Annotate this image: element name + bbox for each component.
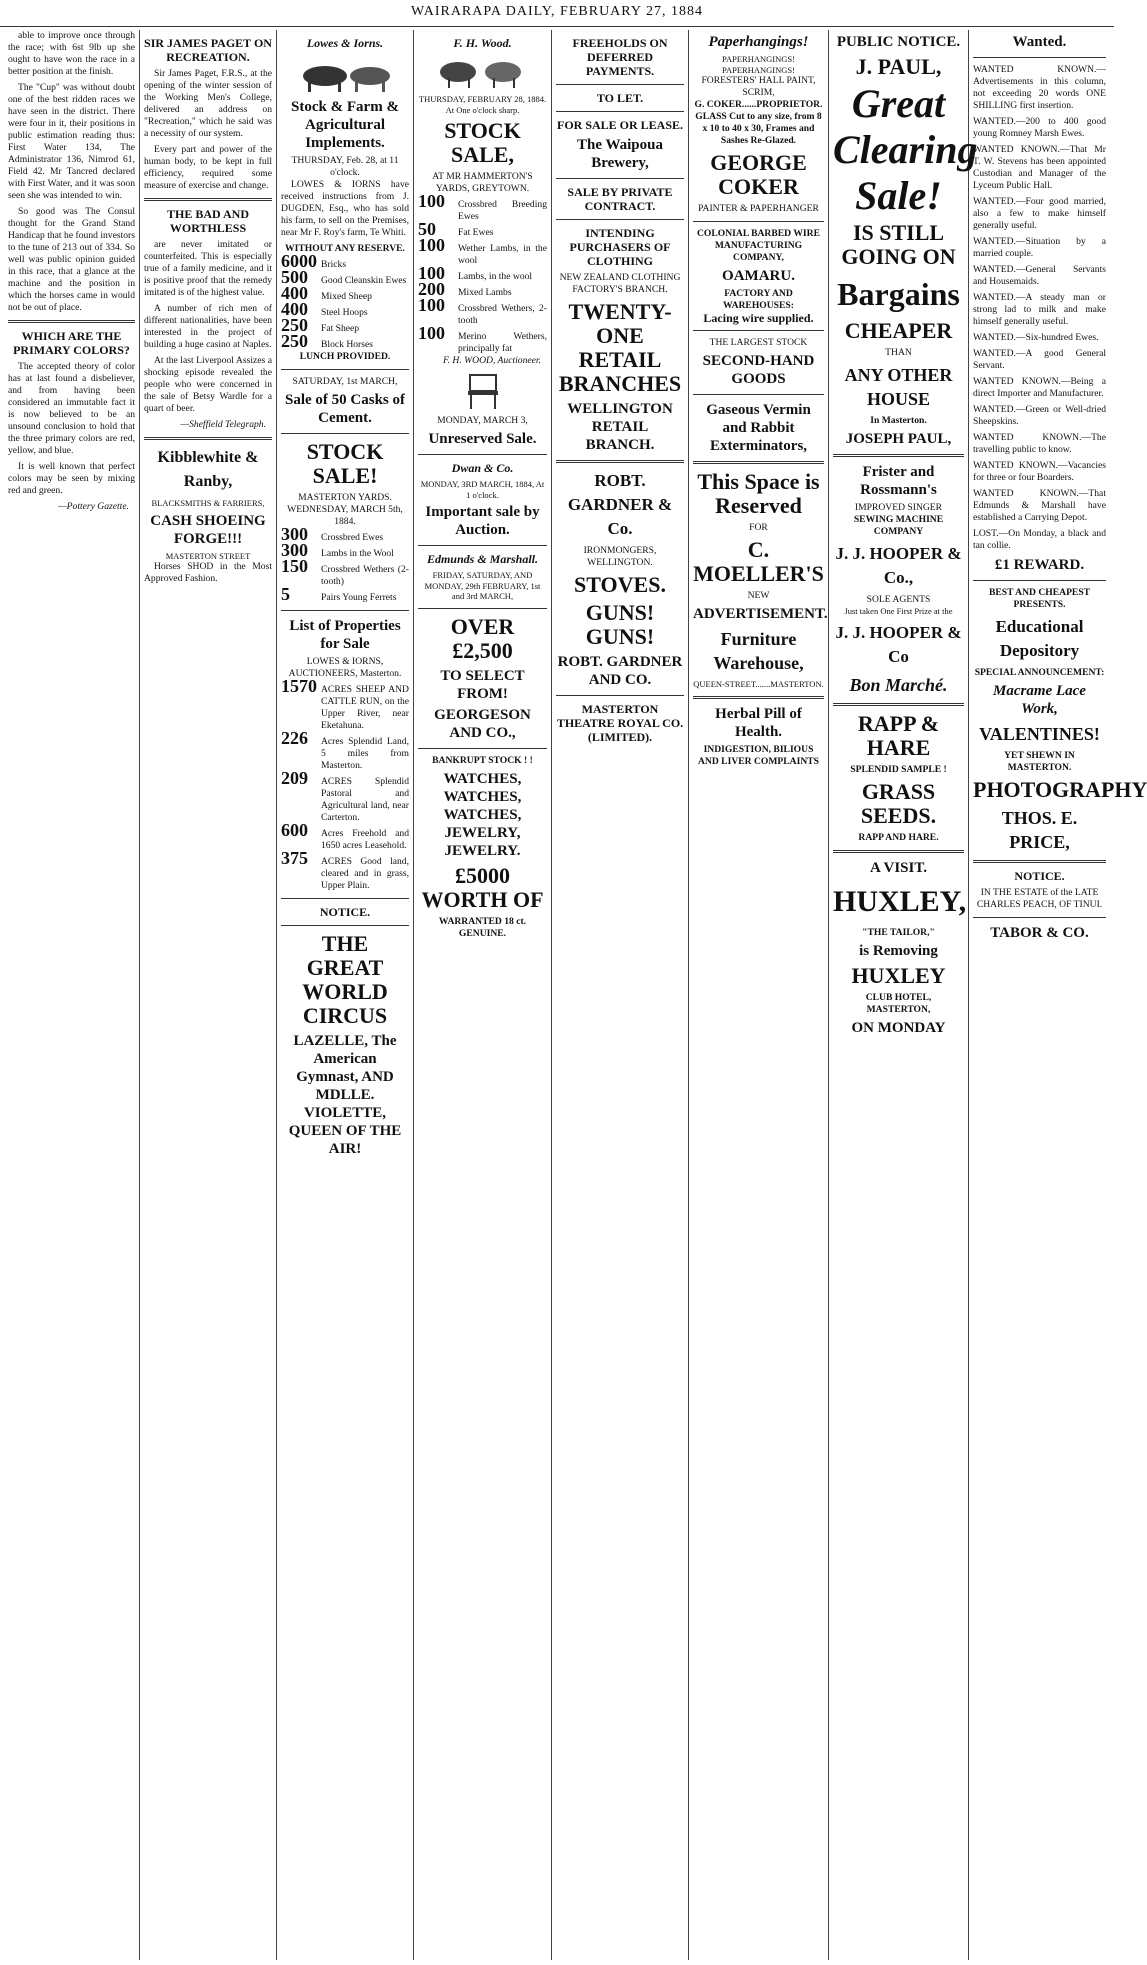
article-paragraph: So good was The Consul thought for the Grand Stand Handicap that he found investors to the tune of 213 out of 334. So well was public opinion guided in this race, that a glance at the machine and the position in which the horses came in would not be out of place.	[8, 206, 135, 313]
kibblewhite-ad	[144, 446, 272, 585]
lot-item: 100 Crossbred Breeding Ewes	[418, 191, 547, 222]
reward-heading: £1 REWARD.	[994, 557, 1085, 573]
ad-title: RAPP & HARE	[857, 710, 940, 760]
sale-date: MONDAY, 3RD MARCH, 1884, At 1 o'clock.	[420, 479, 545, 500]
ad-title: Educational Depository	[995, 617, 1084, 660]
ad-sub: WARRANTED 18 ct. GENUINE.	[438, 915, 527, 939]
divider	[418, 608, 547, 609]
classified-item: WANTED KNOWN.—Being a direct Importer and Manufacturer.	[973, 376, 1106, 399]
lot-list	[281, 251, 409, 351]
divider	[281, 369, 409, 370]
classified-item: WANTED KNOWN.—The travelling public to know.	[973, 432, 1106, 455]
sale-title: Sale of 50 Casks of Cement.	[284, 392, 405, 426]
ad-body: GLASS Cut to any size, from 8 x 10 to 40 x 30, Frames and Sashes Re-Glazed.	[695, 111, 822, 146]
lot-item: 200 Mixed Lambs	[418, 279, 512, 299]
ad-sub: In Masterton.	[870, 415, 927, 426]
divider	[833, 703, 964, 706]
ad-sub: SOLE AGENTS	[866, 594, 931, 605]
sale-date: MONDAY, MARCH 3,	[437, 415, 528, 426]
sale-title: STOCK SALE!	[306, 439, 384, 488]
ad-sub: ADVERTISEMENT.	[693, 606, 828, 622]
ad-title: Frister and Rossmann's	[860, 464, 937, 498]
auctioneer-heading: Edmunds & Marshall.	[426, 552, 539, 566]
ad-sub: Lacing wire supplied.	[703, 311, 814, 325]
ad-sub: INDIGESTION, BILIOUS AND LIVER COMPLAINTS	[698, 743, 819, 767]
ad-sub: PAPERHANGINGS! PAPERHANGINGS!	[722, 54, 795, 75]
sale-date: SATURDAY, 1st MARCH,	[292, 376, 398, 387]
ad-sub: SPECIAL ANNOUNCEMENT:	[974, 667, 1105, 678]
ad-title: FREEHOLDS ON DEFERRED PAYMENTS.	[572, 36, 668, 78]
lot-item: 100 Crossbred Wethers, 2-tooth	[418, 295, 547, 326]
ad-title: ROBT. GARDNER & Co.	[567, 471, 673, 538]
ad-sub: IS STILL GOING ON	[841, 220, 956, 269]
ad-title: Kibblewhite & Ranby,	[157, 449, 259, 490]
property-item: 226 Acres Splendid Land, 5 miles from Masterton.	[281, 728, 409, 771]
classified-item: WANTED.—Green or Well-dried Sheepskins.	[973, 404, 1106, 427]
ad-sub: IMPROVED SINGER	[854, 502, 943, 513]
lot-item: 400 Mixed Sheep	[281, 283, 372, 303]
divider	[693, 330, 824, 331]
sale-sub: AT MR HAMMERTON'S YARDS, GREYTOWN.	[432, 171, 533, 194]
property-item: 209 ACRES Splendid Pastoral and Agricultural land, near Carterton.	[281, 768, 409, 823]
ad-sub: WELLINGTON RETAIL BRANCH.	[567, 401, 673, 453]
ad-firm: G. COKER......PROPRIETOR.	[694, 99, 823, 110]
ad-firm: RAPP AND HARE.	[858, 831, 939, 843]
classified-item: WANTED.—Situation by a married couple.	[973, 236, 1106, 259]
lot-item: 5 Pairs Young Ferrets	[281, 584, 397, 604]
ad-title: ANY OTHER HOUSE	[844, 365, 953, 409]
classified-item: WANTED.—Four good married, also a few to make himself generally useful.	[973, 196, 1106, 231]
ad-firm: J. J. HOOPER & Co	[835, 622, 962, 666]
ad-title: TO LET.	[596, 91, 644, 105]
divider	[281, 925, 409, 926]
ad-sub: SPLENDID SAMPLE !	[850, 763, 947, 775]
classified-item: WANTED KNOWN.—That Edmunds & Marshall have established a Carrying Depot.	[973, 488, 1106, 523]
divider	[973, 860, 1106, 863]
ad-title: HUXLEY,	[833, 884, 967, 918]
ad-title: A VISIT.	[870, 859, 927, 876]
article-heading: THE BAD AND WORTHLESS	[166, 207, 249, 235]
ad-sub: NEW	[747, 590, 770, 601]
ad-sub: IN THE ESTATE of the LATE CHARLES PEACH, OF TINUI.	[976, 887, 1103, 910]
ad-name: CASH SHOEING FORGE!!!	[150, 512, 266, 547]
ad-sub: is Removing	[859, 942, 938, 959]
ad-sub: THAN	[885, 347, 912, 358]
ad-title: WATCHES, WATCHES, WATCHES, JEWELRY, JEWELRY.	[443, 770, 522, 859]
classified-item: WANTED.—A steady man or strong lad to milk and make himself generally useful.	[973, 292, 1106, 327]
sale-date: THURSDAY, Feb. 28, at 11 o'clock.	[291, 155, 399, 178]
properties-title: List of Properties for Sale	[289, 618, 401, 652]
lot-item: 500 Good Cleanskin Ewes	[281, 267, 407, 287]
ad-sub: IRONMONGERS, WELLINGTON.	[583, 545, 657, 568]
classified-item: WANTED KNOWN.—Advertisements in this column, not exceeding 20 words ONE SHILLING first insertion.	[973, 64, 1106, 111]
divider	[693, 696, 824, 699]
property-item: 1570 ACRES SHEEP AND CATTLE RUN, on the Upper River, near Eketahuna.	[281, 676, 409, 731]
ad-sub: CLUB HOTEL, MASTERTON,	[865, 991, 932, 1015]
article-paragraph: At the last Liverpool Assizes a shocking episode revealed the people who were concerned in the sale of Betsy Wardle for a quart of beer.	[144, 355, 272, 414]
lot-item: 300 Crossbred Ewes	[281, 524, 384, 544]
ad-title: Herbal Pill of Health.	[715, 705, 802, 740]
ad-title: PUBLIC NOTICE.	[836, 34, 961, 50]
ad-sub: "THE TAILOR,"	[862, 926, 935, 938]
classified-item: WANTED.—200 to 400 good young Romney Marsh Ewes.	[973, 116, 1106, 139]
article-paragraph: The "Cup" was without doubt one of the best ridden races we have seen in the district. There were four in it, their positions in public estimation reading thus: First Water 134, The Administrator 136, Nimrod 61, Field 42. Mr Tancred declared with First Water, and it was soon seen she was intended to win.	[8, 82, 135, 201]
ad-title: PHOTOGRAPHY	[973, 777, 1147, 802]
ad-sub: ON MONDAY	[851, 1019, 946, 1036]
chair-engraving	[458, 371, 508, 411]
divider	[973, 57, 1106, 58]
ad-title: Great	[851, 81, 946, 126]
ad-title: OVER £2,500	[450, 613, 515, 663]
ad-title: VALENTINES!	[979, 724, 1100, 744]
ad-title: GRASS SEEDS.	[860, 778, 937, 828]
cattle-engraving	[290, 54, 400, 94]
ad-firm: GEORGESON AND CO.,	[434, 706, 531, 741]
ad-sub: QUEEN-STREET.......MASTERTON.	[693, 679, 824, 689]
ad-title: Sale!	[855, 173, 942, 218]
divider	[973, 580, 1106, 581]
ad-firm: THOS. E. PRICE,	[1001, 808, 1078, 852]
divider	[144, 198, 272, 201]
property-item: 375 ACRES Good land, cleared and in grass, Upper Plain.	[281, 848, 409, 891]
divider	[693, 394, 824, 395]
divider	[8, 320, 135, 323]
sheep-engraving	[428, 54, 538, 90]
sale-sub: MASTERTON YARDS. WEDNESDAY, MARCH 5th, 1884.	[287, 492, 403, 527]
divider	[556, 460, 684, 463]
article-paragraph: The accepted theory of color has at last found a disbeliever, and from having been considered an immutable fact it is now believed to be an unsound conclusion to hold that the three primary colors are red, yellow, and blue.	[8, 361, 135, 456]
ad-firm: ROBT. GARDNER AND CO.	[557, 654, 683, 688]
divider	[833, 850, 964, 853]
ad-title: C. MOELLER'S	[693, 537, 824, 586]
sale-title: Important sale by Auction.	[425, 504, 540, 538]
classified-item: WANTED.—A good General Servant.	[973, 348, 1106, 371]
ad-title: BEST AND CHEAPEST PRESENTS.	[988, 587, 1091, 610]
ad-sub: FOR	[749, 522, 768, 533]
lot-item: 250 Fat Sheep	[281, 315, 360, 335]
ad-sub: PAINTER & PAPERHANGER	[698, 203, 819, 214]
divider	[556, 84, 684, 85]
article-paragraph: It is well known that perfect colors may be seen by mixing red and green.	[8, 461, 135, 496]
ad-title: J. PAUL,	[855, 54, 942, 79]
classified-item: WANTED.—General Servants and Housemaids.	[973, 264, 1106, 287]
ad-title: INTENDING PURCHASERS OF CLOTHING	[569, 226, 671, 268]
article-source: —Sheffield Telegraph.	[180, 419, 266, 430]
ad-firm: JOSEPH PAUL,	[845, 431, 952, 447]
sale-title: Unreserved Sale.	[428, 431, 537, 447]
properties-sub: LOWES & IORNS, AUCTIONEERS, Masterton.	[288, 656, 402, 679]
sale-sub: WITHOUT ANY RESERVE.	[285, 243, 405, 254]
column-3	[277, 30, 414, 1960]
divider	[833, 454, 964, 457]
lot-item: 400 Steel Hoops	[281, 299, 368, 319]
ad-title: STOVES.	[574, 572, 666, 597]
ad-title: SECOND-HAND GOODS	[702, 353, 815, 387]
ad-title: Paperhangings!	[708, 34, 809, 50]
article-paragraph: are never imitated or counterfeited. This is especially true of a family medicine, and it is positive proof that the remedy imitated is of the highest value.	[144, 239, 272, 298]
property-list	[281, 676, 409, 892]
article-paragraph: A number of rich men of different nationalities, have been interested in the project of building a huge casino at Naples.	[144, 303, 272, 350]
divider	[556, 219, 684, 220]
ad-sub: BLACKSMITHS & FARRIERS,	[151, 498, 265, 508]
ad-title: FOR SALE OR LEASE.	[556, 118, 684, 132]
ad-title: CHEAPER	[844, 318, 953, 343]
ad-title: Clearing	[833, 127, 978, 172]
divider	[973, 917, 1106, 918]
article-paragraph: Sir James Paget, F.R.S., at the opening of the winter session of the Working Men's College, delivered an address on "Recreation," which he said was a necessity of our system.	[144, 68, 272, 139]
ad-body: Horses SHOD in the Most Approved Fashion.	[144, 561, 272, 584]
ad-title: This Space is Reserved	[697, 469, 820, 518]
sale-title: Stock & Farm & Agricultural Implements.	[291, 99, 399, 151]
divider	[556, 178, 684, 179]
auctioneer-heading: F. H. Wood.	[453, 36, 512, 50]
divider	[281, 433, 409, 434]
classified-item: WANTED KNOWN.—That Mr T. W. Stevens has been appointed Custodian and Manager of the Lyceum Public Hall.	[973, 144, 1106, 191]
auctioneer-signature: F. H. WOOD, Auctioneer.	[443, 355, 541, 366]
article-source: —Pottery Gazette.	[58, 501, 129, 512]
lot-item: 50 Fat Ewes	[418, 219, 494, 239]
column-5	[552, 30, 689, 1960]
auctioneer-heading: Dwan & Co.	[451, 461, 514, 475]
column-7	[829, 30, 978, 1960]
ad-sub: NEW ZEALAND CLOTHING FACTORY'S BRANCH.	[559, 272, 681, 295]
ad-sub: FORESTERS' HALL PAINT, SCRIM,	[701, 75, 816, 98]
classified-item: WANTED.—Six-hundred Ewes.	[973, 332, 1099, 343]
column-8	[969, 30, 1147, 1960]
ad-sub: FACTORY AND WAREHOUSES:	[723, 288, 794, 311]
ad-sub: Just taken One First Prize at the	[844, 606, 953, 616]
divider	[556, 695, 684, 696]
notice-heading: NOTICE.	[1014, 869, 1065, 883]
lot-item: 6000 Bricks	[281, 251, 347, 271]
ad-title: £5000 WORTH OF	[421, 862, 544, 912]
lunch-note: LUNCH PROVIDED.	[299, 351, 391, 362]
masthead: WAIRARAPA DAILY, FEBRUARY 27, 1884	[0, 0, 1114, 27]
divider	[418, 454, 547, 455]
sale-body: LOWES & IORNS have received instructions from J. DUGDEN, Esq., who has sold his farm, to sell on the Premises, near Mr F. Roy's farm, Te Whiti.	[281, 179, 409, 238]
classified-item: LOST.—On Monday, a black and tan collie.	[973, 528, 1106, 551]
divider	[418, 748, 547, 749]
ad-firm: TABOR & CO.	[990, 925, 1089, 941]
ad-title: MASTERTON THEATRE ROYAL CO. (LIMITED).	[556, 702, 684, 744]
ad-sub: Macrame Lace Work,	[993, 683, 1086, 717]
divider	[418, 545, 547, 546]
article-paragraph: able to improve once through the race; with 6st 9lb up she ought to have won the race in a better position at the finish.	[8, 30, 135, 77]
lot-list	[281, 524, 409, 604]
divider	[693, 221, 824, 222]
ad-location: MASTERTON STREET	[165, 550, 251, 561]
ad-sub: The Waipoua Brewery,	[576, 137, 663, 171]
divider	[281, 610, 409, 611]
ad-title: BANKRUPT STOCK ! !	[432, 754, 533, 766]
divider	[693, 461, 824, 464]
sale-title: STOCK SALE,	[444, 118, 521, 167]
column-4	[414, 30, 552, 1960]
divider	[556, 111, 684, 112]
ad-title: TWENTY-ONE RETAIL BRANCHES	[558, 299, 682, 396]
lot-item: 150 Crossbred Wethers (2-tooth)	[281, 556, 409, 587]
property-item: 600 Acres Freehold and 1650 acres Leasehold.	[281, 820, 409, 851]
classified-item: WANTED KNOWN.—Vacancies for three or four Boarders.	[973, 460, 1106, 483]
sale-date: FRIDAY, SATURDAY, AND MONDAY, 29th FEBRUARY, 1st and 3rd MARCH,	[424, 570, 541, 601]
ad-title: GEORGE COKER	[710, 150, 807, 199]
ad-title: GUNS! GUNS!	[585, 600, 655, 649]
column-6	[689, 30, 829, 1960]
ad-title: Bargains	[837, 276, 960, 312]
circus-sub: LAZELLE, The American Gymnast, AND MDLLE. VIOLETTE, QUEEN OF THE AIR!	[288, 1033, 402, 1157]
lot-item: 250 Block Horses	[281, 331, 373, 351]
ad-firm: J. J. HOOPER & Co.,	[835, 544, 962, 587]
ad-title: Gaseous Vermin and Rabbit Exterminators,	[706, 402, 811, 454]
article-heading: WHICH ARE THE PRIMARY COLORS?	[13, 329, 130, 357]
ad-sub: Bon Marché.	[849, 674, 948, 695]
column-heading: Wanted.	[1012, 34, 1067, 50]
notice-heading: NOTICE.	[319, 905, 371, 919]
column-2	[140, 30, 277, 1960]
ad-sub: OAMARU.	[722, 268, 795, 284]
circus-title: THE GREAT WORLD CIRCUS	[302, 931, 388, 1028]
ad-sub: YET SHEWN IN MASTERTON.	[1004, 750, 1075, 773]
ad-firm: HUXLEY	[851, 962, 946, 988]
column-1	[4, 30, 140, 1960]
lot-item: 100 Merino Wethers, principally fat	[418, 323, 547, 354]
sale-date: THURSDAY, FEBRUARY 28, 1884. At One o'clock sharp.	[418, 94, 547, 115]
article-heading: SIR JAMES PAGET ON RECREATION.	[144, 36, 272, 64]
ad-title: COLONIAL BARBED WIRE MANUFACTURING COMPANY,	[697, 228, 820, 263]
lot-list	[418, 191, 547, 355]
columns	[4, 30, 1147, 1960]
divider	[144, 437, 272, 440]
article-paragraph: Every part and power of the human body, to be kept in full efficiency, required some measure of exercise and change.	[144, 144, 272, 191]
ad-sub: THE LARGEST STOCK	[709, 337, 808, 348]
ad-title: SALE BY PRIVATE CONTRACT.	[567, 185, 673, 213]
ad-title: SEWING MACHINE COMPANY	[853, 514, 944, 537]
lot-item: 100 Wether Lambs, in the wool	[418, 235, 547, 266]
lot-item: 300 Lambs in the Wool	[281, 540, 394, 560]
lot-item: 100 Lambs, in the wool	[418, 263, 533, 283]
ad-title: Furniture Warehouse,	[713, 629, 804, 673]
ad-sub: TO SELECT FROM!	[440, 667, 525, 702]
divider	[281, 898, 409, 899]
auctioneer-heading: Lowes & Iorns.	[306, 36, 384, 50]
